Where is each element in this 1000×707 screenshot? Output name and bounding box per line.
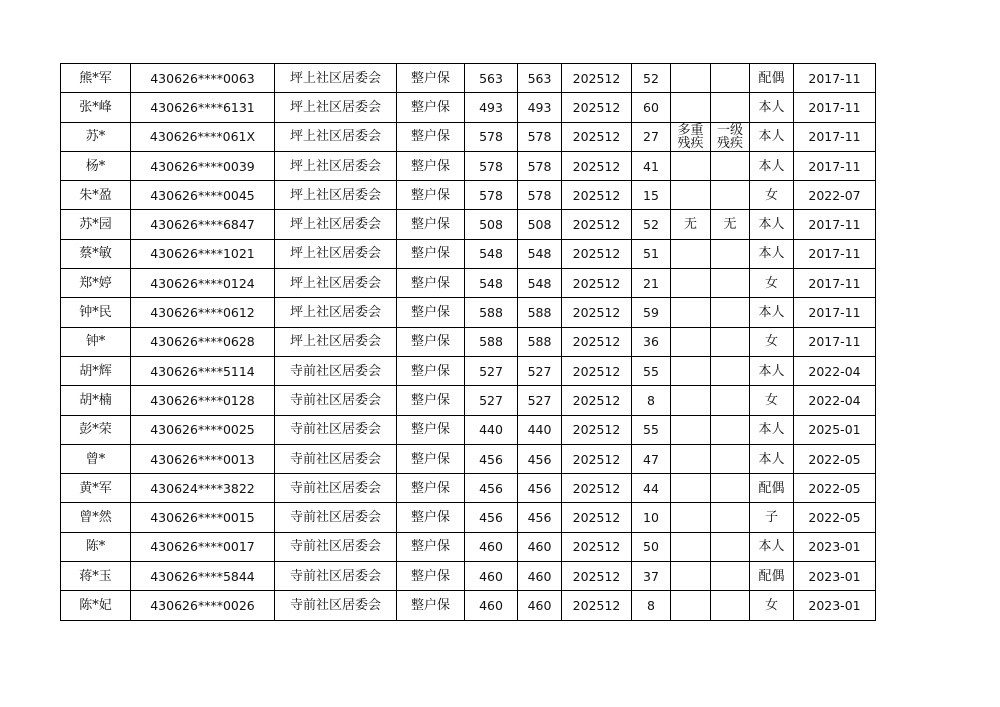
disability-type-cell [671,415,711,444]
id-number-cell: 430626****0013 [131,444,275,473]
date-cell: 2022-05 [794,503,876,532]
relation-cell: 女 [750,181,794,210]
disability-level-cell [711,532,750,561]
community-cell: 坪上社区居委会 [275,181,397,210]
month-cell: 202512 [562,562,632,591]
amount-cell: 527 [465,356,518,385]
disability-type-cell [671,327,711,356]
disability-type-cell [671,444,711,473]
amount-cell: 456 [518,503,562,532]
community-cell: 坪上社区居委会 [275,269,397,298]
table-row [61,415,876,444]
id-number-cell: 430626****5844 [131,562,275,591]
table-row [61,151,876,180]
age-cell: 21 [632,269,671,298]
name-cell: 张*峰 [61,93,131,122]
table-row [61,269,876,298]
date-cell: 2017-11 [794,239,876,268]
amount-cell: 578 [518,181,562,210]
amount-cell: 588 [518,327,562,356]
disability-level-cell [711,122,750,151]
date-cell: 2022-05 [794,444,876,473]
relation-cell: 配偶 [750,562,794,591]
amount-cell: 548 [465,239,518,268]
relation-cell: 本人 [750,239,794,268]
amount-cell: 508 [518,210,562,239]
assistance-type-cell: 整户保 [397,327,465,356]
amount-cell: 578 [465,181,518,210]
age-cell: 55 [632,356,671,385]
disability-level-cell [711,474,750,503]
amount-cell: 548 [518,239,562,268]
name-cell: 郑*婷 [61,269,131,298]
table-row [61,64,876,93]
relation-cell: 本人 [750,444,794,473]
disability-type-cell [671,151,711,180]
relation-cell: 女 [750,269,794,298]
table-row [61,503,876,532]
community-cell: 寺前社区居委会 [275,415,397,444]
disability-level-cell [711,591,750,620]
assistance-type-cell: 整户保 [397,122,465,151]
relation-cell: 本人 [750,122,794,151]
age-cell: 27 [632,122,671,151]
id-number-cell: 430626****0045 [131,181,275,210]
disability-level-cell [711,93,750,122]
amount-cell: 440 [465,415,518,444]
date-cell: 2017-11 [794,327,876,356]
community-cell: 寺前社区居委会 [275,444,397,473]
table-row [61,181,876,210]
month-cell: 202512 [562,386,632,415]
community-cell: 坪上社区居委会 [275,239,397,268]
month-cell: 202512 [562,591,632,620]
age-cell: 15 [632,181,671,210]
amount-cell: 456 [518,444,562,473]
table-row [61,474,876,503]
amount-cell: 563 [518,64,562,93]
date-cell: 2017-11 [794,93,876,122]
community-cell: 寺前社区居委会 [275,503,397,532]
amount-cell: 527 [518,356,562,385]
relation-cell: 配偶 [750,474,794,503]
age-cell: 36 [632,327,671,356]
amount-cell: 508 [465,210,518,239]
amount-cell: 493 [465,93,518,122]
disability-type-cell [671,239,711,268]
name-cell: 胡*楠 [61,386,131,415]
amount-cell: 578 [518,122,562,151]
id-number-cell: 430626****0039 [131,151,275,180]
name-cell: 陈*妃 [61,591,131,620]
disability-level-cell [711,64,750,93]
disability-level-cell [711,386,750,415]
name-cell: 蒋*玉 [61,562,131,591]
month-cell: 202512 [562,298,632,327]
month-cell: 202512 [562,210,632,239]
month-cell: 202512 [562,474,632,503]
table-row [61,93,876,122]
disability-type-cell [671,562,711,591]
disability-level-cell [711,151,750,180]
id-number-cell: 430626****0015 [131,503,275,532]
assistance-type-cell: 整户保 [397,386,465,415]
amount-cell: 456 [465,444,518,473]
date-cell: 2025-01 [794,415,876,444]
id-number-cell: 430626****0124 [131,269,275,298]
month-cell: 202512 [562,415,632,444]
name-cell: 苏*园 [61,210,131,239]
assistance-type-cell: 整户保 [397,64,465,93]
month-cell: 202512 [562,122,632,151]
table-row [61,562,876,591]
month-cell: 202512 [562,269,632,298]
age-cell: 41 [632,151,671,180]
amount-cell: 493 [518,93,562,122]
relation-cell: 本人 [750,356,794,385]
disability-type-cell [671,474,711,503]
month-cell: 202512 [562,532,632,561]
relation-cell: 本人 [750,415,794,444]
disability-type-cell [671,503,711,532]
community-cell: 寺前社区居委会 [275,532,397,561]
month-cell: 202512 [562,93,632,122]
month-cell: 202512 [562,239,632,268]
amount-cell: 578 [518,151,562,180]
name-cell: 胡*辉 [61,356,131,385]
assistance-type-cell: 整户保 [397,210,465,239]
id-number-cell: 430626****1021 [131,239,275,268]
name-cell: 杨* [61,151,131,180]
id-number-cell: 430626****0017 [131,532,275,561]
disability-type-cell [671,298,711,327]
amount-cell: 456 [518,474,562,503]
disability-level-cell [711,503,750,532]
name-cell: 陈* [61,532,131,561]
assistance-type-cell: 整户保 [397,562,465,591]
table-row [61,386,876,415]
age-cell: 50 [632,532,671,561]
relation-cell: 女 [750,327,794,356]
amount-cell: 578 [465,151,518,180]
table-row [61,532,876,561]
date-cell: 2023-01 [794,562,876,591]
amount-cell: 460 [518,591,562,620]
id-number-cell: 430626****0025 [131,415,275,444]
age-cell: 47 [632,444,671,473]
amount-cell: 578 [465,122,518,151]
assistance-type-cell: 整户保 [397,269,465,298]
table-body [61,64,876,621]
date-cell: 2022-05 [794,474,876,503]
disability-type-cell [671,64,711,93]
month-cell: 202512 [562,444,632,473]
relation-cell: 女 [750,386,794,415]
id-number-cell: 430624****3822 [131,474,275,503]
community-cell: 寺前社区居委会 [275,356,397,385]
disability-type-cell [671,122,711,151]
amount-cell: 563 [465,64,518,93]
amount-cell: 440 [518,415,562,444]
date-cell: 2017-11 [794,122,876,151]
community-cell: 寺前社区居委会 [275,386,397,415]
disability-level-cell [711,181,750,210]
id-number-cell: 430626****6847 [131,210,275,239]
assistance-type-cell: 整户保 [397,239,465,268]
amount-cell: 460 [518,532,562,561]
disability-level-cell [711,415,750,444]
disability-type-cell: 无 [671,210,711,239]
table-row [61,327,876,356]
assistance-type-cell: 整户保 [397,356,465,385]
disability-type-cell-text: 多重残疾 [677,122,704,151]
id-number-cell: 430626****6131 [131,93,275,122]
table-row [61,591,876,620]
disability-level-cell [711,327,750,356]
id-number-cell: 430626****0063 [131,64,275,93]
date-cell: 2017-11 [794,151,876,180]
amount-cell: 456 [465,503,518,532]
name-cell: 钟*民 [61,298,131,327]
community-cell: 坪上社区居委会 [275,93,397,122]
disability-type-cell [671,591,711,620]
name-cell: 曾* [61,444,131,473]
age-cell: 8 [632,386,671,415]
age-cell: 51 [632,239,671,268]
community-cell: 坪上社区居委会 [275,298,397,327]
age-cell: 52 [632,210,671,239]
disability-level-cell-text: 一级残疾 [716,122,743,151]
date-cell: 2023-01 [794,591,876,620]
disability-type-cell [671,181,711,210]
amount-cell: 588 [465,327,518,356]
disability-level-cell [711,444,750,473]
table-row [61,210,876,239]
assistance-type-cell: 整户保 [397,591,465,620]
date-cell: 2022-04 [794,386,876,415]
date-cell: 2017-11 [794,210,876,239]
community-cell: 坪上社区居委会 [275,327,397,356]
name-cell: 钟* [61,327,131,356]
date-cell: 2022-04 [794,356,876,385]
date-cell: 2017-11 [794,269,876,298]
amount-cell: 456 [465,474,518,503]
name-cell: 蔡*敏 [61,239,131,268]
assistance-type-cell: 整户保 [397,532,465,561]
name-cell: 熊*军 [61,64,131,93]
community-cell: 寺前社区居委会 [275,562,397,591]
assistance-type-cell: 整户保 [397,93,465,122]
id-number-cell: 430626****5114 [131,356,275,385]
month-cell: 202512 [562,327,632,356]
assistance-type-cell: 整户保 [397,181,465,210]
community-cell: 坪上社区居委会 [275,151,397,180]
date-cell: 2023-01 [794,532,876,561]
disability-type-cell [671,356,711,385]
name-cell: 苏* [61,122,131,151]
amount-cell: 588 [465,298,518,327]
month-cell: 202512 [562,64,632,93]
assistance-type-cell: 整户保 [397,503,465,532]
disability-level-cell [711,239,750,268]
age-cell: 55 [632,415,671,444]
table-row [61,298,876,327]
table-row [61,356,876,385]
relation-cell: 本人 [750,93,794,122]
id-number-cell: 430626****0612 [131,298,275,327]
age-cell: 52 [632,64,671,93]
amount-cell: 460 [465,532,518,561]
month-cell: 202512 [562,356,632,385]
disability-type-cell [671,93,711,122]
records-table [60,63,876,621]
table-row [61,239,876,268]
relation-cell: 本人 [750,298,794,327]
community-cell: 坪上社区居委会 [275,64,397,93]
table-row [61,122,876,151]
age-cell: 37 [632,562,671,591]
date-cell: 2017-11 [794,298,876,327]
id-number-cell: 430626****0628 [131,327,275,356]
id-number-cell: 430626****0026 [131,591,275,620]
age-cell: 60 [632,93,671,122]
table-row [61,444,876,473]
assistance-type-cell: 整户保 [397,474,465,503]
assistance-type-cell: 整户保 [397,151,465,180]
amount-cell: 527 [518,386,562,415]
community-cell: 坪上社区居委会 [275,210,397,239]
disability-type-cell [671,386,711,415]
assistance-type-cell: 整户保 [397,444,465,473]
relation-cell: 本人 [750,210,794,239]
disability-level-cell: 无 [711,210,750,239]
date-cell: 2017-11 [794,64,876,93]
id-number-cell: 430626****061X [131,122,275,151]
age-cell: 10 [632,503,671,532]
name-cell: 曾*然 [61,503,131,532]
month-cell: 202512 [562,503,632,532]
relation-cell: 本人 [750,151,794,180]
name-cell: 朱*盈 [61,181,131,210]
disability-level-cell [711,298,750,327]
amount-cell: 460 [518,562,562,591]
disability-level-cell [711,269,750,298]
disability-type-cell [671,269,711,298]
amount-cell: 460 [465,591,518,620]
community-cell: 坪上社区居委会 [275,122,397,151]
relation-cell: 配偶 [750,64,794,93]
disability-level-cell [711,562,750,591]
amount-cell: 548 [518,269,562,298]
name-cell: 彭*荣 [61,415,131,444]
amount-cell: 588 [518,298,562,327]
date-cell: 2022-07 [794,181,876,210]
age-cell: 44 [632,474,671,503]
amount-cell: 460 [465,562,518,591]
relation-cell: 子 [750,503,794,532]
relation-cell: 本人 [750,532,794,561]
id-number-cell: 430626****0128 [131,386,275,415]
community-cell: 寺前社区居委会 [275,474,397,503]
month-cell: 202512 [562,181,632,210]
community-cell: 寺前社区居委会 [275,591,397,620]
amount-cell: 548 [465,269,518,298]
assistance-type-cell: 整户保 [397,298,465,327]
relation-cell: 女 [750,591,794,620]
disability-level-cell [711,356,750,385]
assistance-type-cell: 整户保 [397,415,465,444]
disability-type-cell [671,532,711,561]
age-cell: 59 [632,298,671,327]
name-cell: 黄*军 [61,474,131,503]
amount-cell: 527 [465,386,518,415]
age-cell: 8 [632,591,671,620]
month-cell: 202512 [562,151,632,180]
